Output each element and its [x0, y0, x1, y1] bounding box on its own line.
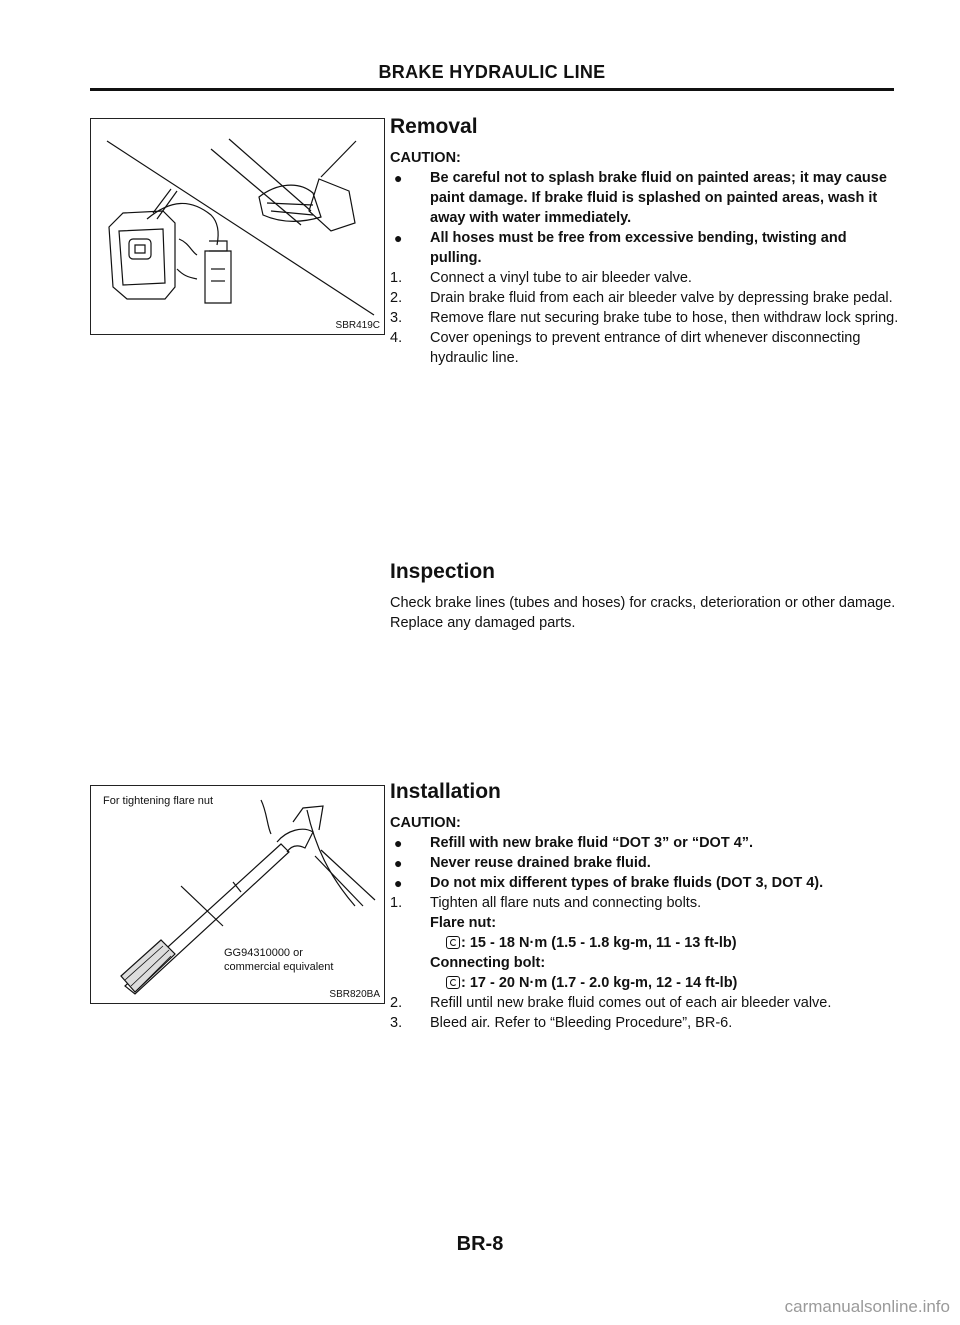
caution-bullet: ● Do not mix different types of brake fluids (DOT 3, DOT 4). — [394, 875, 824, 891]
figure-torque-wrench — [90, 785, 385, 1004]
caution-bullet: ● Never reuse drained brake fluid. — [394, 855, 651, 871]
figure-code: SBR419C — [335, 320, 380, 331]
bullet-icon: ● — [394, 170, 403, 186]
bullet-icon: ● — [394, 855, 403, 871]
figure-callout: GG94310000 or commercial equivalent — [224, 947, 334, 973]
inspection-text: Check brake lines (tubes and hoses) for cracks, deterioration or other damage. Replace any damaged parts. — [390, 595, 896, 631]
torque-icon — [446, 976, 460, 989]
procedure-step: 3. Bleed air. Refer to “Bleeding Procedure”, BR-6. — [390, 1015, 733, 1031]
section-title: Removal — [390, 115, 478, 138]
bullet-icon: ● — [394, 230, 403, 246]
section-removal — [390, 115, 900, 368]
illustration-drain-brake-fluid — [91, 119, 384, 334]
procedure-step: 3. Remove flare nut securing brake tube to hose, then withdraw lock spring. — [390, 310, 899, 326]
spec-label-connecting-bolt: Connecting bolt: — [430, 955, 546, 971]
procedure-step: 1. Connect a vinyl tube to air bleeder valve. — [390, 270, 692, 286]
caution-bullet: ● Be careful not to splash brake fluid on painted areas; it may cause paint damage. If brake fluid is splashed on painted areas, wash it away with water immediately. — [394, 170, 887, 226]
spec-value-connecting-bolt: : 17 - 20 N·m (1.7 - 2.0 kg-m, 12 - 14 ft-lb) — [390, 973, 900, 993]
caution-label: CAUTION: — [390, 150, 461, 166]
caution-bullet: ● Refill with new brake fluid “DOT 3” or “DOT 4”. — [394, 835, 754, 851]
spec-label-flare-nut: Flare nut: — [430, 915, 497, 931]
section-inspection — [390, 560, 900, 633]
bullet-icon: ● — [394, 875, 403, 891]
procedure-step: 2. Refill until new brake fluid comes out of each air bleeder valve. — [390, 995, 832, 1011]
procedure-step: 1. Tighten all flare nuts and connecting bolts. — [390, 895, 702, 911]
section-installation — [390, 780, 900, 1033]
caution-label: CAUTION: — [390, 815, 461, 831]
page-number: BR-8 — [456, 1233, 504, 1255]
spec-value-flare-nut: : 15 - 18 N·m (1.5 - 1.8 kg-m, 11 - 13 ft-lb) — [390, 933, 900, 953]
section-title: Installation — [390, 780, 501, 803]
procedure-step: 2. Drain brake fluid from each air bleeder valve by depressing brake pedal. — [390, 290, 893, 306]
bullet-icon: ● — [394, 835, 403, 851]
figure-drain-brake-fluid — [90, 118, 385, 335]
figure-caption: For tightening flare nut — [103, 795, 214, 807]
caution-bullet: ● All hoses must be free from excessive bending, twisting and pulling. — [394, 230, 847, 266]
figure-code: SBR820BA — [329, 989, 380, 1000]
torque-icon — [446, 936, 460, 949]
page-title: BRAKE HYDRAULIC LINE — [378, 62, 606, 82]
section-title: Inspection — [390, 560, 496, 583]
header-rule — [90, 88, 894, 91]
watermark: carmanualsonline.info — [784, 1297, 950, 1316]
procedure-step: 4. Cover openings to prevent entrance of dirt whenever disconnecting hydraulic line. — [390, 330, 861, 366]
